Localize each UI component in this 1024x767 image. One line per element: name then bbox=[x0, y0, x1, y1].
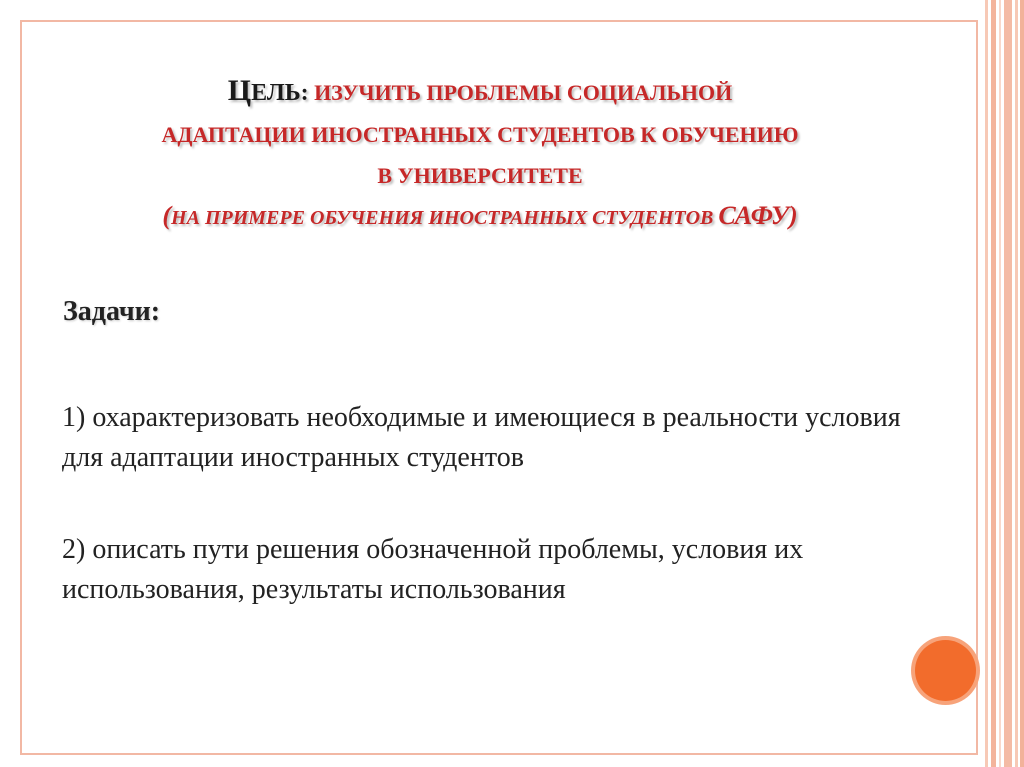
decor-stripe bbox=[1004, 0, 1012, 767]
goal-line-2: АДАПТАЦИИ ИНОСТРАННЫХ СТУДЕНТОВ К ОБУЧЕНИЮ bbox=[161, 122, 799, 147]
goal-line-1: ЦЕЛЬ: ИЗУЧИТЬ ПРОБЛЕМЫ СОЦИАЛЬНОЙ bbox=[227, 74, 733, 107]
decor-stripe bbox=[999, 0, 1001, 767]
tasks-title: Задачи: bbox=[63, 296, 161, 327]
task-item-2: 2) описать пути решения обозначенной проблемы, условия их использования, результаты использования bbox=[62, 534, 804, 605]
goal-line-3: В УНИВЕРСИТЕТЕ bbox=[377, 163, 583, 188]
task-item-1: 1) охарактеризовать необходимые и имеющиеся в реальности условия для адаптации иностранных студентов bbox=[62, 402, 901, 473]
goal-label: ЦЕЛЬ: bbox=[227, 74, 309, 107]
orange-circle-decoration bbox=[915, 640, 976, 701]
decor-stripe bbox=[985, 0, 988, 767]
decor-stripe bbox=[1020, 0, 1024, 767]
decor-stripe bbox=[1015, 0, 1018, 767]
decor-stripe bbox=[991, 0, 996, 767]
goal-subtitle: (НА ПРИМЕРЕ ОБУЧЕНИЯ ИНОСТРАННЫХ СТУДЕНТОВ САФУ) bbox=[162, 201, 798, 230]
goal-heading bbox=[40, 70, 920, 238]
